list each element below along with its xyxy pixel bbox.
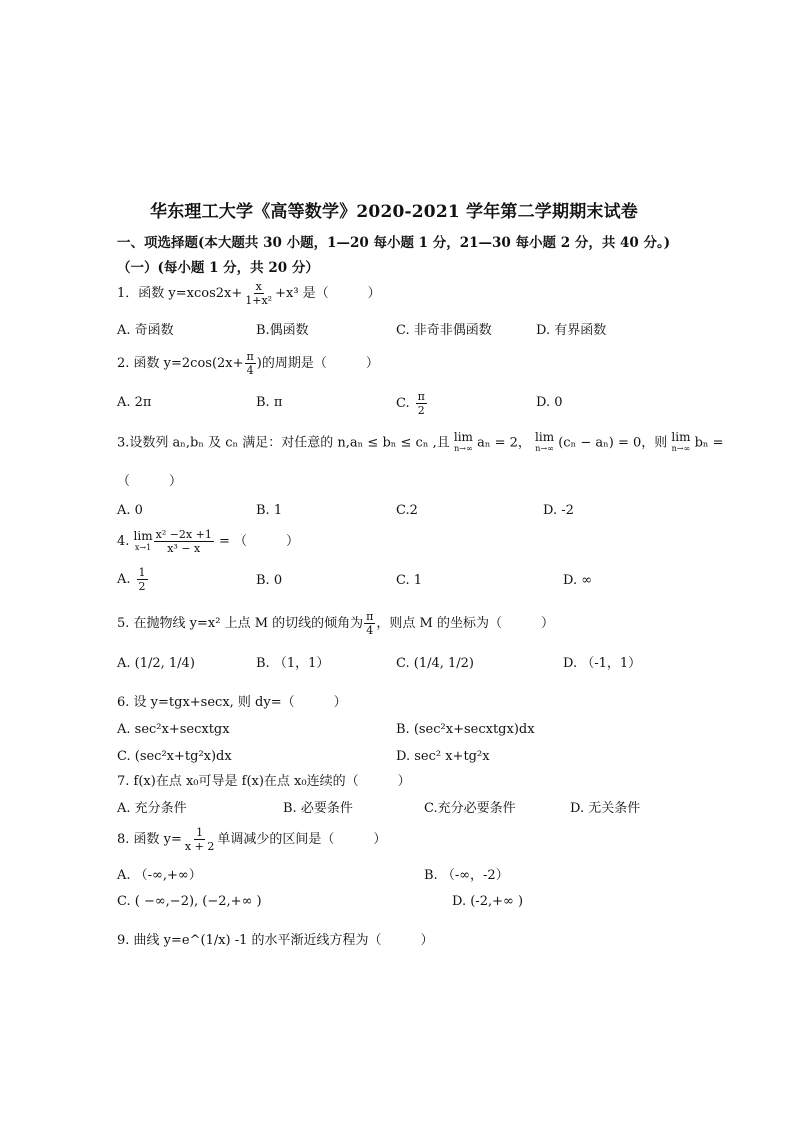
q8-fraction <box>183 826 216 853</box>
question-1 <box>117 280 381 307</box>
q2-frac-den: 4 <box>246 364 254 377</box>
lim-word: lim <box>453 430 473 444</box>
q4-number: 4. <box>117 534 130 549</box>
q3-stem: 3.设数列 aₙ,bₙ 及 cₙ 满足：对任意的 n,aₙ ≤ bₙ ≤ cₙ ,且 <box>117 435 450 451</box>
q7-option-c[interactable]: C.充分必要条件 <box>424 801 516 816</box>
q7-option-a[interactable]: A. 充分条件 <box>117 801 187 816</box>
q5-frac-den: 4 <box>366 624 374 637</box>
q3-option-d[interactable]: D. -2 <box>543 503 574 518</box>
q8-option-a[interactable]: A. （-∞,+∞） <box>117 868 202 883</box>
q2-c-den: 2 <box>417 404 425 417</box>
q6-option-a[interactable]: A. sec²x+secxtgx <box>117 722 230 737</box>
question-6: 6. 设 y=tgx+secx, 则 dy=（ ） <box>117 695 347 710</box>
q3-lim-2 <box>535 432 554 454</box>
page-title: 华东理工大学《高等数学》2020-2021 学年第二学期期末试卷 <box>150 202 639 222</box>
q4-a-num: 1 <box>138 566 146 579</box>
q5-option-a[interactable]: A. (1/2, 1/4) <box>117 656 195 671</box>
q8-option-c[interactable]: C. ( −∞,−2), (−2,+∞ ) <box>117 894 262 909</box>
q4-lim <box>133 528 153 553</box>
q4-option-d[interactable]: D. ∞ <box>563 573 593 588</box>
q5-fraction <box>364 610 375 637</box>
q2-c-num: π <box>417 390 425 403</box>
question-7: 7. f(x)在点 x₀可导是 f(x)在点 x₀连续的（ ） <box>117 774 411 789</box>
q8-frac-den: x + 2 <box>184 840 215 853</box>
q4-option-a[interactable] <box>117 566 149 593</box>
q1-stem-pre: 1．函数 y=xcos2x+ <box>117 286 243 301</box>
q2-option-d[interactable]: D. 0 <box>536 395 563 410</box>
lim-word: lim <box>133 528 153 543</box>
q5-stem-pre: 5. 在抛物线 y=x² 上点 M 的切线的倾角为 <box>117 616 364 631</box>
q5-stem-post: ，则点 M 的坐标为（ ） <box>376 616 554 631</box>
question-4 <box>117 528 299 555</box>
q4-frac-num: x² −2x +1 <box>155 528 212 541</box>
q2-option-c[interactable] <box>396 390 428 417</box>
q1-option-c[interactable]: C. 非奇非偶函数 <box>396 323 492 338</box>
q3-option-c[interactable]: C.2 <box>396 503 418 518</box>
q2-fraction <box>245 350 256 377</box>
question-8 <box>117 826 386 853</box>
q2-frac-num: π <box>246 350 254 363</box>
q2-option-b[interactable]: B. π <box>256 395 283 410</box>
q4-option-a-label: A. <box>117 572 131 587</box>
q5-option-d[interactable]: D. （-1，1） <box>563 656 642 671</box>
q3-option-b[interactable]: B. 1 <box>256 503 283 518</box>
q8-stem-post: 单调减少的区间是（ ） <box>217 832 387 847</box>
q2-option-c-fraction <box>416 390 427 417</box>
q8-frac-num: 1 <box>196 826 204 839</box>
q4-fraction <box>154 528 214 555</box>
q5-option-c[interactable]: C. (1/4, 1/2) <box>396 656 474 671</box>
question-2 <box>117 350 379 377</box>
lim-word: lim <box>535 430 555 444</box>
q2-option-a[interactable]: A. 2π <box>117 395 152 410</box>
question-9: 9. 曲线 y=e^(1/x) -1 的水平渐近线方程为（ ） <box>117 933 434 948</box>
q2-stem-post: )的周期是（ ） <box>256 356 379 371</box>
q4-stem-post: = （ ） <box>219 534 300 549</box>
question-5 <box>117 610 554 637</box>
q2-stem-pre: 2. 函数 y=2cos(2x+ <box>117 356 244 371</box>
q5-option-b[interactable]: B. （1，1） <box>256 656 330 671</box>
q1-stem-post: +x³ 是（ ） <box>275 286 381 301</box>
q3-part-2: (cₙ − aₙ) = 0，则 <box>558 435 668 451</box>
subsection-heading: （一）(每小题 1 分，共 20 分） <box>117 260 319 276</box>
q1-frac-den: 1+x² <box>245 294 273 307</box>
q6-option-d[interactable]: D. sec² x+tg²x <box>396 749 490 764</box>
q7-option-b[interactable]: B. 必要条件 <box>283 801 353 816</box>
q4-frac-den: x³ − x <box>167 542 201 555</box>
q5-frac-num: π <box>366 610 374 623</box>
q3-part-1: aₙ = 2， <box>477 435 531 451</box>
q1-option-d[interactable]: D. 有界函数 <box>536 323 607 338</box>
q1-fraction <box>243 280 274 307</box>
q1-frac-num: x <box>255 280 262 293</box>
q1-option-b[interactable]: B.偶函数 <box>256 323 309 338</box>
q3-lim-1 <box>454 432 473 454</box>
lim-sub: n→∞ <box>454 444 473 453</box>
q6-option-c[interactable]: C. (sec²x+tg²x)dx <box>117 749 232 764</box>
q4-a-den: 2 <box>138 580 146 593</box>
q8-option-d[interactable]: D. (-2,+∞ ) <box>452 894 524 909</box>
q2-option-c-label: C. <box>396 396 410 411</box>
q8-stem-pre: 8. 函数 y= <box>117 832 182 847</box>
question-3 <box>117 432 724 454</box>
q4-option-b[interactable]: B. 0 <box>256 573 283 588</box>
q6-option-b[interactable]: B. (sec²x+secxtgx)dx <box>396 722 535 737</box>
q3-part-3: bₙ = <box>694 435 724 451</box>
q3-answer-paren: （ ） <box>117 474 183 489</box>
q7-option-d[interactable]: D. 无关条件 <box>570 801 641 816</box>
q3-lim-3 <box>671 432 690 454</box>
lim-sub: x→1 <box>134 542 152 552</box>
lim-word: lim <box>671 430 691 444</box>
q4-option-c[interactable]: C. 1 <box>396 573 423 588</box>
q3-option-a[interactable]: A. 0 <box>117 503 143 518</box>
lim-sub: n→∞ <box>671 444 691 453</box>
section-heading: 一、项选择题(本大题共 30 小题，1—20 每小题 1 分，21—30 每小题 2 分，共 40 分。) <box>117 235 671 251</box>
lim-sub: n→∞ <box>535 444 554 453</box>
q4-option-a-fraction <box>137 566 148 593</box>
q1-option-a[interactable]: A. 奇函数 <box>117 323 174 338</box>
q8-option-b[interactable]: B. （-∞，-2） <box>424 868 509 883</box>
